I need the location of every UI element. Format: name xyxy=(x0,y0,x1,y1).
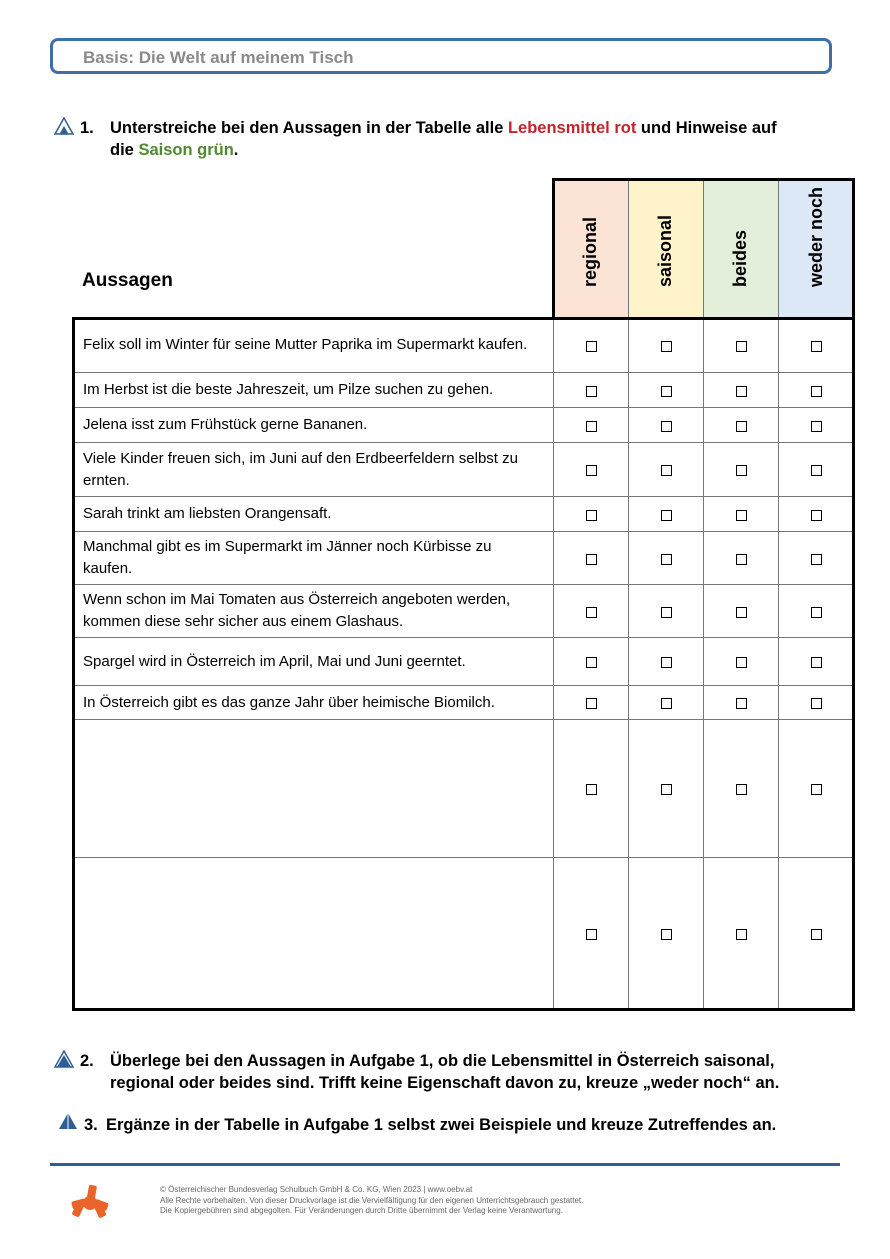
task-1-text xyxy=(110,117,777,161)
difficulty-triangle-icon xyxy=(54,117,74,135)
column-header-border xyxy=(552,178,855,320)
column-header-label: saisonal xyxy=(655,214,675,287)
task-3-number: 3. xyxy=(84,1116,98,1134)
task-3 xyxy=(84,1114,864,1138)
task-1-text-c: die xyxy=(110,141,139,159)
statement-text: Manchmal gibt es im Supermarkt im Jänner noch Kürbisse zu kaufen. xyxy=(83,538,492,577)
footer-disclaimer: Die Kopiergebühren sind abgegolten. Für Veränderungen durch Dritte übernimmt der Verlag keine Verantwortung. xyxy=(160,1206,563,1215)
statement-text: Viele Kinder freuen sich, im Juni auf den Erdbeerfeldern selbst zu ernten. xyxy=(83,449,518,489)
statement-text: Jelena isst zum Frühstück gerne Bananen. xyxy=(83,416,368,433)
task-2-line-2: regional oder beides sind. Trifft keine Eigenschaft davon zu, kreuze „weder noch“ an. xyxy=(110,1074,780,1092)
statement-text: Wenn schon im Mai Tomaten aus Österreich angeboten werden, kommen diese sehr sicher aus einem Glashaus. xyxy=(83,591,511,630)
difficulty-triangle-icon xyxy=(54,1050,74,1068)
task-1-red-text: Lebensmittel rot xyxy=(507,119,637,137)
task-1-text-d: . xyxy=(233,141,239,159)
task-2-line-1: Überlege bei den Aussagen in Aufgabe 1, ob die Lebensmittel in Österreich saisonal, xyxy=(110,1052,775,1070)
header-box xyxy=(50,38,832,74)
task-2-text xyxy=(110,1050,779,1094)
difficulty-triangle-icon xyxy=(58,1112,78,1130)
column-header-label: beides xyxy=(730,229,750,287)
publisher-logo-icon xyxy=(70,1183,110,1223)
statement-text: Spargel wird in Österreich im April, Mai und Juni geerntet. xyxy=(83,652,466,670)
footer-copyright: © Österreichischer Bundesverlag Schulbuch GmbH & Co. KG, Wien 2023 | www.oebv.at xyxy=(160,1185,473,1194)
footer-rights: Alle Rechte vorbehalten. Von dieser Druckvorlage ist die Vervielfältigung für den eigenen Unterrichtsgebrauch gestattet. xyxy=(160,1195,584,1205)
column-header-label: weder noch xyxy=(805,186,826,287)
task-1-text-b: und Hinweise auf xyxy=(636,119,777,137)
task-1-text-a: Unterstreiche bei den Aussagen in der Tabelle alle xyxy=(110,119,508,137)
task-1 xyxy=(80,117,860,163)
statement-text: In Österreich gibt es das ganze Jahr über heimische Biomilch. xyxy=(83,693,495,711)
footer-text xyxy=(160,1185,583,1217)
task-2 xyxy=(80,1050,870,1096)
page-title: Basis: Die Welt auf meinem Tisch xyxy=(83,48,354,67)
task-1-number: 1. xyxy=(80,119,94,137)
statement-text: Felix soll im Winter für seine Mutter Paprika im Supermarkt kaufen. xyxy=(83,336,528,353)
table-header-statements: Aussagen xyxy=(82,270,173,291)
task-2-number: 2. xyxy=(80,1052,94,1070)
column-header-label: regional xyxy=(580,216,600,287)
statement-text: Sarah trinkt am liebsten Orangensaft. xyxy=(83,505,332,522)
task-3-text: Ergänze in der Tabelle in Aufgabe 1 selbst zwei Beispiele und kreuze Zutreffendes an. xyxy=(106,1116,777,1134)
statement-text: Im Herbst ist die beste Jahreszeit, um Pilze suchen zu gehen. xyxy=(83,381,494,398)
table-border xyxy=(72,317,855,1011)
footer-divider xyxy=(50,1163,840,1166)
task-1-green-text: Saison grün xyxy=(138,141,234,159)
